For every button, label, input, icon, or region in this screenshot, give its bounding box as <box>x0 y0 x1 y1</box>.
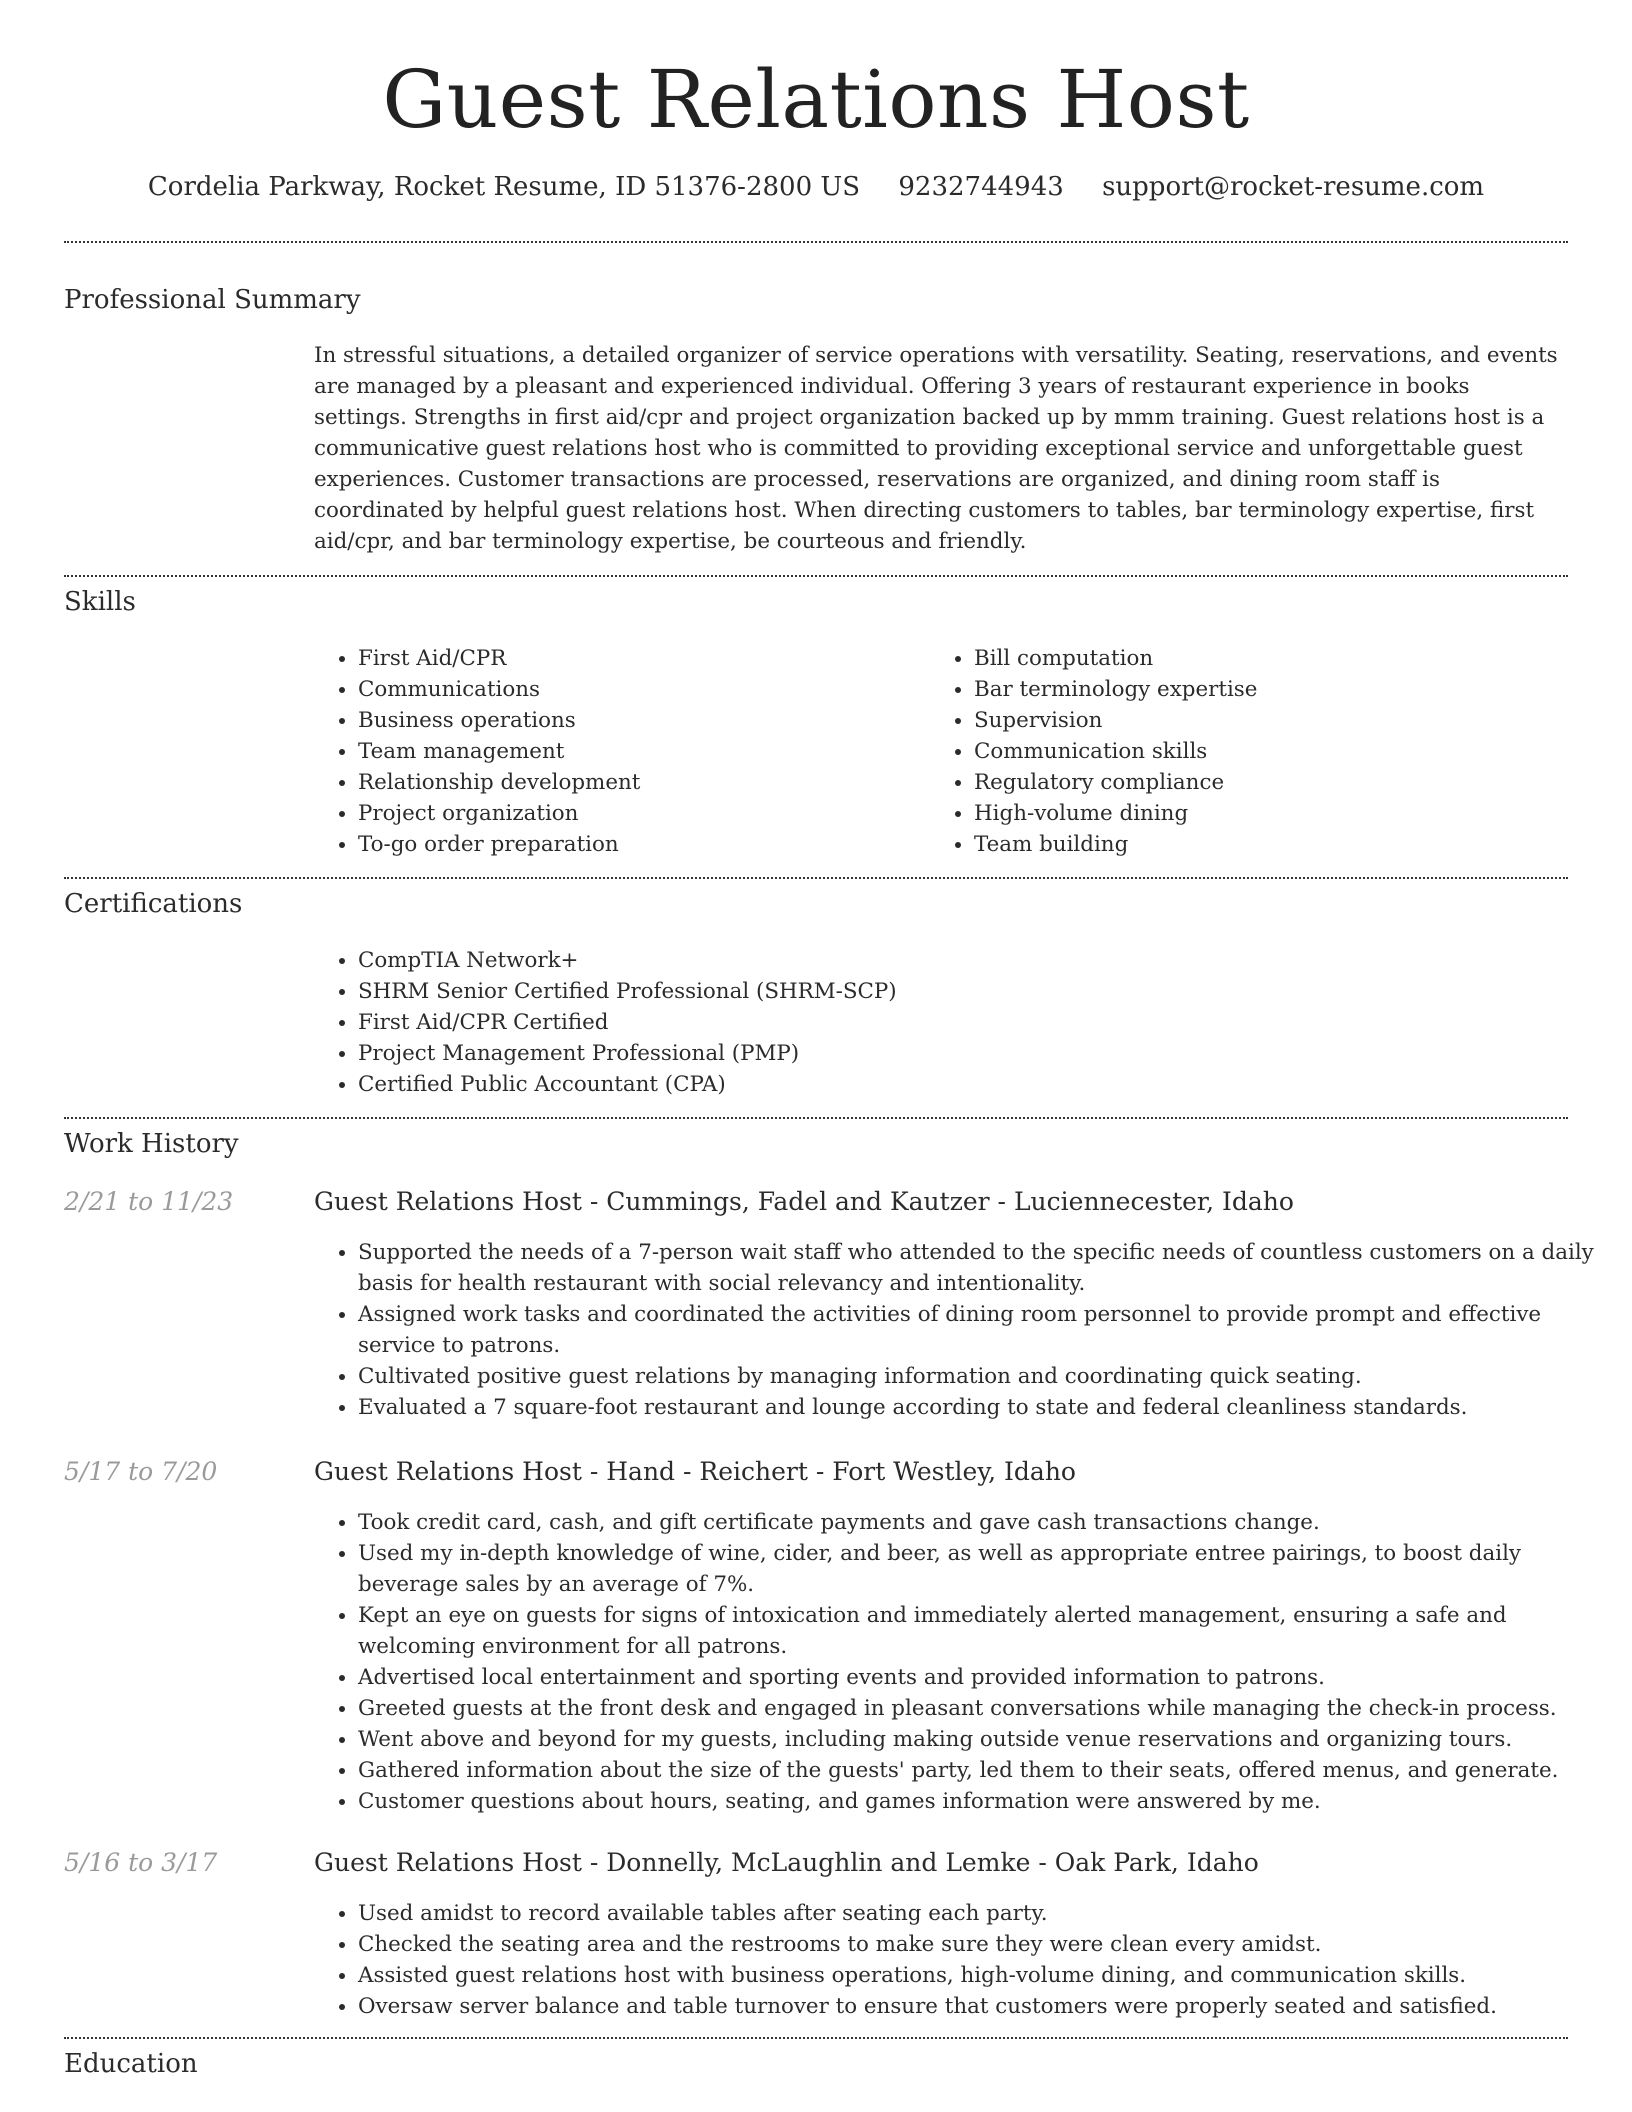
divider <box>64 241 1568 243</box>
job-title: Guest Relations Host - Cummings, Fadel and Kautzer - Luciennecester, Idaho <box>314 1187 1294 1216</box>
job-bullet: • Advertised local entertainment and sporting events and provided information to patrons. <box>358 1662 1612 1693</box>
job-bullets <box>314 1237 1612 1423</box>
job-bullet: • Used amidst to record available tables after seating each party. <box>358 1898 1612 1929</box>
section-title-skills: Skills <box>64 587 136 617</box>
divider <box>64 1117 1568 1119</box>
contact-email: support@rocket-resume.com <box>1102 172 1485 202</box>
job-bullet: • Cultivated positive guest relations by managing information and coordinating quick seating. <box>358 1361 1612 1392</box>
job-dates: 2/21 to 11/23 <box>64 1187 234 1216</box>
job-bullet: • Went above and beyond for my guests, including making outside venue reservations and organizing tours. <box>358 1724 1612 1755</box>
job-dates: 5/16 to 3/17 <box>64 1848 218 1877</box>
skill-item: • To-go order preparation <box>358 829 918 860</box>
job-bullet: • Evaluated a 7 square-foot restaurant and lounge according to state and federal cleanliness standards. <box>358 1392 1612 1423</box>
divider <box>64 2037 1568 2039</box>
job-bullet: • Supported the needs of a 7-person wait staff who attended to the specific needs of countless customers on a daily basis for health restaurant with social relevancy and intentionality. <box>358 1237 1612 1299</box>
section-title-certifications: Certifications <box>64 889 243 919</box>
skill-item: • First Aid/CPR <box>358 643 918 674</box>
skill-item: • Communications <box>358 674 918 705</box>
skill-item: • Team management <box>358 736 918 767</box>
divider <box>64 575 1568 577</box>
summary-text: In stressful situations, a detailed organizer of service operations with versatility. Seating, reservations, and events are managed by a pleasant and experienced individual. Offering 3 years of restaurant experience in books settings. Strengths in first aid/cpr and project organization backed up by mmm training. Guest relations host is a communicative guest relations host who is committed to providing exceptional service and unforgettable guest experiences. Customer transactions are processed, reservations are organized, and dining room staff is coordinated by helpful guest relations host. When directing customers to tables, bar terminology expertise, first aid/cpr, and bar terminology expertise, be courteous and friendly. <box>314 343 1558 554</box>
job-bullet: • Assisted guest relations host with business operations, high-volume dining, and communication skills. <box>358 1960 1612 1991</box>
job-dates: 5/17 to 7/20 <box>64 1457 218 1486</box>
job-title: Guest Relations Host - Hand - Reichert - Fort Westley, Idaho <box>314 1457 1076 1486</box>
skill-item: • Project organization <box>358 798 918 829</box>
job-bullet: • Greeted guests at the front desk and engaged in pleasant conversations while managing the check-in process. <box>358 1693 1612 1724</box>
job-bullet: • Oversaw server balance and table turnover to ensure that customers were properly seated and satisfied. <box>358 1991 1612 2022</box>
certification-item: • CompTIA Network+ <box>358 945 1612 976</box>
skills-list-right <box>930 643 1594 860</box>
skill-item: • Business operations <box>358 705 918 736</box>
skill-item: • Supervision <box>974 705 1594 736</box>
job-bullets <box>314 1507 1612 1817</box>
job-bullet: • Customer questions about hours, seating, and games information were answered by me. <box>358 1786 1612 1817</box>
skill-item: • Bar terminology expertise <box>974 674 1594 705</box>
job-bullet: • Used my in-depth knowledge of wine, cider, and beer, as well as appropriate entree pairings, to boost daily beverage sales by an average of 7%. <box>358 1538 1612 1600</box>
skill-item: • Relationship development <box>358 767 918 798</box>
divider <box>64 877 1568 879</box>
certification-item: • Project Management Professional (PMP) <box>358 1038 1612 1069</box>
job-bullet: • Took credit card, cash, and gift certificate payments and gave cash transactions change. <box>358 1507 1612 1538</box>
skill-item: • Bill computation <box>974 643 1594 674</box>
skill-item: • High-volume dining <box>974 798 1594 829</box>
certification-item: • SHRM Senior Certified Professional (SHRM-SCP) <box>358 976 1612 1007</box>
skill-item: • Regulatory compliance <box>974 767 1594 798</box>
job-bullet: • Checked the seating area and the restrooms to make sure they were clean every amidst. <box>358 1929 1612 1960</box>
skill-item: • Communication skills <box>974 736 1594 767</box>
section-title-summary: Professional Summary <box>64 285 361 315</box>
contact-phone: 9232744943 <box>898 172 1064 202</box>
contact-address: Cordelia Parkway, Rocket Resume, ID 51376-2800 US <box>147 172 861 202</box>
job-bullets <box>314 1898 1612 2022</box>
job-bullet: • Gathered information about the size of the guests' party, led them to their seats, offered menus, and generate. <box>358 1755 1612 1786</box>
certifications-list <box>314 945 1612 1100</box>
job-bullet: • Assigned work tasks and coordinated the activities of dining room personnel to provide prompt and effective service to patrons. <box>358 1299 1612 1361</box>
skill-item: • Team building <box>974 829 1594 860</box>
certification-item: • First Aid/CPR Certified <box>358 1007 1612 1038</box>
job-title: Guest Relations Host - Donnelly, McLaughlin and Lemke - Oak Park, Idaho <box>314 1848 1259 1877</box>
section-title-education: Education <box>64 2049 198 2079</box>
section-title-work-history: Work History <box>64 1129 239 1159</box>
contact-line <box>0 170 1632 204</box>
job-bullet: • Kept an eye on guests for signs of intoxication and immediately alerted management, ensuring a safe and welcoming environment for all patrons. <box>358 1600 1612 1662</box>
certification-item: • Certified Public Accountant (CPA) <box>358 1069 1612 1100</box>
skills-list-left <box>314 643 918 860</box>
resume-name: Guest Relations Host <box>382 53 1250 146</box>
